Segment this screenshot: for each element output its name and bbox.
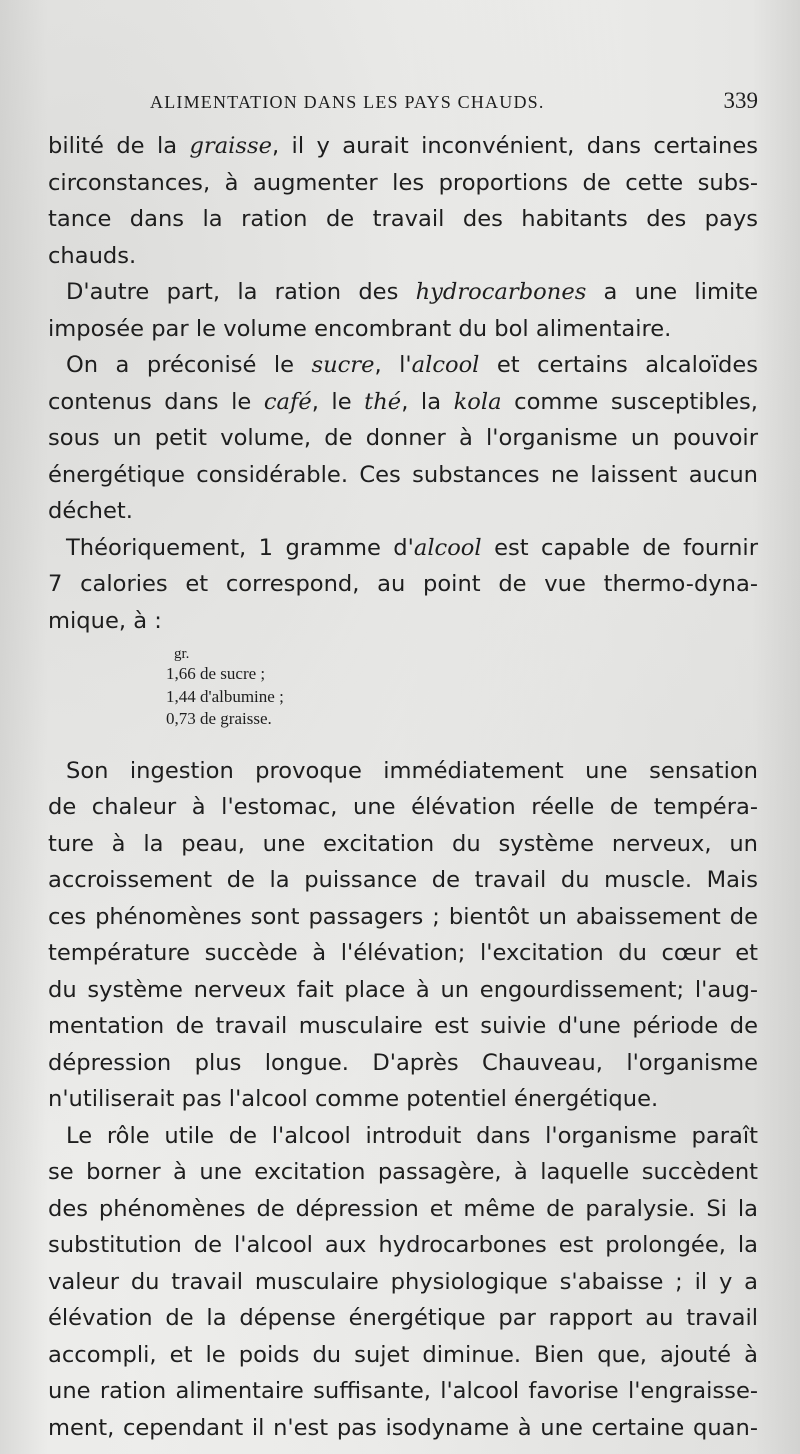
text-line: Le rôle utile de l'alcool introduit dans l'organisme paraît [66,1122,758,1149]
paragraph-hydrocarbones [48,274,758,347]
table-unit: gr. [174,646,190,662]
text-run: et certains alcaloïdes [479,352,758,378]
text-run: , l' [374,352,412,378]
text-run: , la [401,388,454,415]
italic-term: hydrocarbones [415,279,587,305]
text-line: imposée par le volume encombrant du bol alimentaire. [48,315,672,342]
italic-term: sucre [311,352,375,378]
paragraph-ingestion [48,753,758,1118]
text-line: 7 calories et correspond, au point de vue thermo-dyna- [48,571,758,597]
text-line: de chaleur à l'estomac, une élévation réelle de tempéra- [48,794,758,820]
text-line: déchet. [48,498,133,524]
paragraph-role-alcool [48,1118,758,1447]
text-line [48,274,758,311]
table-row: 1,44 d'albumine ; [166,686,284,706]
equivalence-table [166,645,758,731]
text-line [48,384,758,421]
text-line [48,128,758,165]
text-run: D'autre part, la ration des [66,279,416,305]
text-line: substitution de l'alcool aux hydrocarbones est prolongée, la [48,1232,758,1258]
page-number: 339 [723,88,758,113]
italic-term: kola [453,388,502,415]
running-title: ALIMENTATION DANS LES PAYS CHAUDS. [150,92,545,112]
text-line [48,530,758,567]
body-text [48,128,758,1446]
text-line: se borner à une excitation passagère, à laquelle succèdent [48,1159,758,1185]
text-run: comme susceptibles, [501,388,758,415]
text-line: sous un petit volume, de donner à l'organisme un pouvoir [48,425,758,451]
text-line: une ration alimentaire suffisante, l'alcool favorise l'engraisse- [48,1378,758,1404]
page-header [150,88,758,128]
text-line: du système nerveux fait place à un engourdissement; l'aug- [48,976,758,1003]
text-run: On a préconisé le [66,352,312,378]
italic-term: thé [364,388,402,415]
table-row: 0,73 de graisse. [166,709,272,728]
text-line: mique, à : [48,607,162,634]
italic-term: graisse [189,133,272,159]
text-line: énergétique considérable. Ces substances ne laissent aucun [48,461,758,488]
table-row: 1,66 de sucre ; [166,664,266,683]
text-line: accompli, et le poids du sujet diminue. Bien que, ajouté à [48,1341,758,1368]
text-line: mentation de travail musculaire est suivie d'une période de [48,1013,758,1039]
text-line: chauds. [48,242,137,269]
text-line: n'utiliserait pas l'alcool comme potentiel énergétique. [48,1086,659,1112]
text-line: dépression plus longue. D'après Chauveau, l'organisme [48,1049,758,1076]
italic-term: alcool [411,352,480,378]
text-run: a une limite [586,279,758,305]
text-run: est capable de fournir [481,534,758,561]
text-line: élévation de la dépense énergétique par rapport au travail [48,1305,758,1331]
text-line: des phénomènes de dépression et même de paralysie. Si la [48,1195,758,1222]
text-line: ces phénomènes sont passagers ; bientôt un abaissement de [48,903,758,930]
paragraph-graisse [48,128,758,274]
text-run: , il y aurait inconvénient, dans certaines [271,133,758,159]
paragraph-substances [48,347,758,530]
text-line: ture à la peau, une excitation du système nerveux, un [48,830,758,857]
text-run: Théoriquement, 1 gramme d' [66,534,414,561]
text-run: , le [311,388,365,415]
text-line [48,347,758,384]
text-line: ment, cependant il n'est pas isodyname à une certaine quan- [48,1414,758,1441]
italic-term: alcool [413,534,482,561]
text-run: bilité de la [48,133,190,159]
text-line: accroissement de la puissance de travail du muscle. Mais [48,867,758,893]
paragraph-theoriquement [48,530,758,640]
text-line: température succède à l'élévation; l'excitation du cœur et [48,940,758,966]
italic-term: café [263,388,312,415]
text-line: Son ingestion provoque immédiatement une sensation [66,757,758,784]
text-line: circonstances, à augmenter les proportions de cette subs- [48,169,758,196]
text-line: tance dans la ration de travail des habitants des pays [48,206,758,232]
text-run: contenus dans le [48,388,264,415]
text-line: valeur du travail musculaire physiologique s'abaisse ; il y a [48,1268,758,1295]
